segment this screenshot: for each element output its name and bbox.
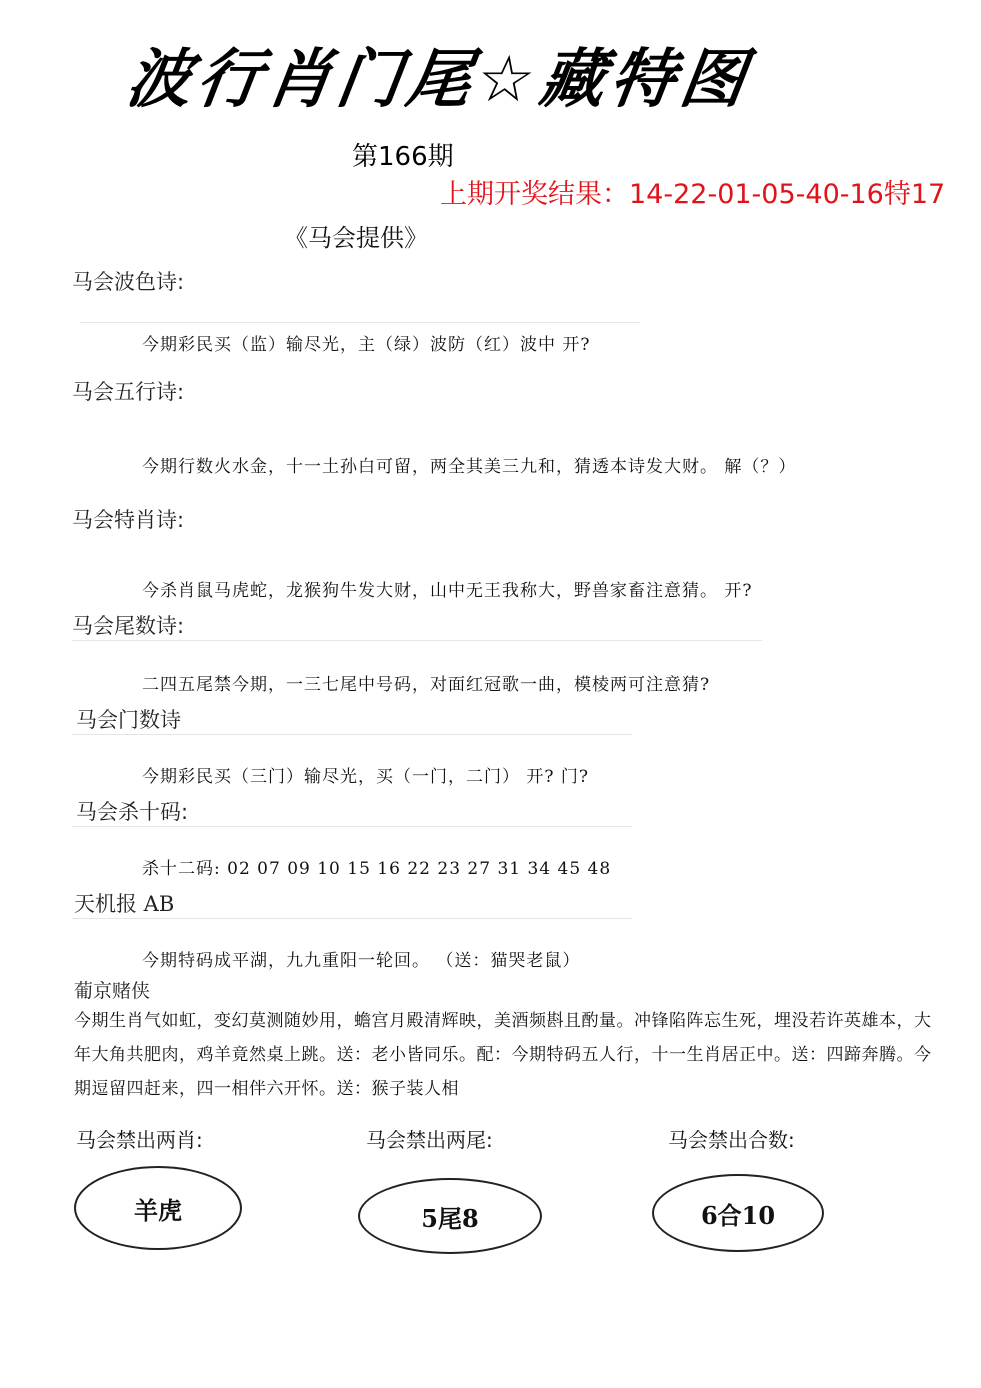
poem-door-number: 今期彩民买（三门）输尽光，买（一门，二门） 开? 门? [142, 767, 590, 787]
ban-tail-value: 5尾8 [421, 1203, 479, 1233]
ban-zodiac-value: 羊虎 [134, 1195, 182, 1225]
ban-zodiac-label: 马会禁出两肖: [76, 1128, 203, 1152]
pujing-heading: 葡京赌侠 [74, 980, 151, 1002]
section-heading-special-zodiac: 马会特肖诗: [72, 508, 185, 532]
issue-number: 第166期 [352, 142, 454, 172]
poem-tianji: 今期特码成平湖，九九重阳一轮回。 （送：猫哭老鼠） [142, 951, 581, 971]
section-heading-wave-color: 马会波色诗: [72, 270, 185, 294]
section-heading-door-number: 马会门数诗 [76, 708, 181, 732]
ban-sum-oval [652, 1174, 824, 1252]
pujing-paragraph: 今期生肖气如虹，变幻莫测随妙用，蟾宫月殿清辉映，美酒频斟且酌量。冲锋陷阵忘生死，埋没若许英雄本，大年大角共肥肉，鸡羊竟然桌上跳。送：老小皆同乐。配：今期特码五人行，十一生肖居正中。送：四蹄奔腾。今期逗留四赶来，四一相伴六开怀。送：猴子装人相 [74, 1011, 932, 1099]
ban-sum-label: 马会禁出合数: [668, 1128, 795, 1152]
divider [72, 918, 632, 919]
poem-tail-number: 二四五尾禁今期，一三七尾中号码，对面红冠歌一曲，模棱两可注意猜? [142, 675, 711, 695]
ban-sum-value: 6合10 [700, 1200, 776, 1230]
section-heading-five-elements: 马会五行诗: [72, 380, 185, 404]
kill-numbers-list: 杀十二码: 02 07 09 10 15 16 22 23 27 31 34 45 48 [142, 859, 612, 879]
divider [72, 640, 762, 641]
ban-tail-oval [358, 1178, 542, 1254]
poem-special-zodiac: 今杀肖鼠马虎蛇，龙猴狗牛发大财，山中无王我称大，野兽家畜注意猜。 开? [142, 581, 753, 601]
divider [72, 826, 632, 827]
provider-label: 《马会提供》 [284, 224, 428, 252]
section-heading-kill-numbers: 马会杀十码: [76, 800, 189, 824]
divider [72, 734, 632, 735]
last-draw-result: 上期开奖结果：14-22-01-05-40-16特17 [440, 179, 946, 210]
section-heading-tianji: 天机报 AB [74, 892, 175, 916]
ban-tail-label: 马会禁出两尾: [366, 1128, 493, 1152]
poem-five-elements: 今期行数火水金，十一土孙白可留，两全其美三九和，猜透本诗发大财。 解（？） [142, 457, 797, 477]
divider [80, 322, 640, 323]
page-title: 波行肖门尾☆藏特图 [121, 43, 756, 117]
poem-wave-color: 今期彩民买（监）输尽光，主（绿）波防（红）波中 开? [142, 335, 591, 355]
section-heading-tail-number: 马会尾数诗: [72, 614, 185, 638]
ban-zodiac-oval [74, 1166, 242, 1250]
